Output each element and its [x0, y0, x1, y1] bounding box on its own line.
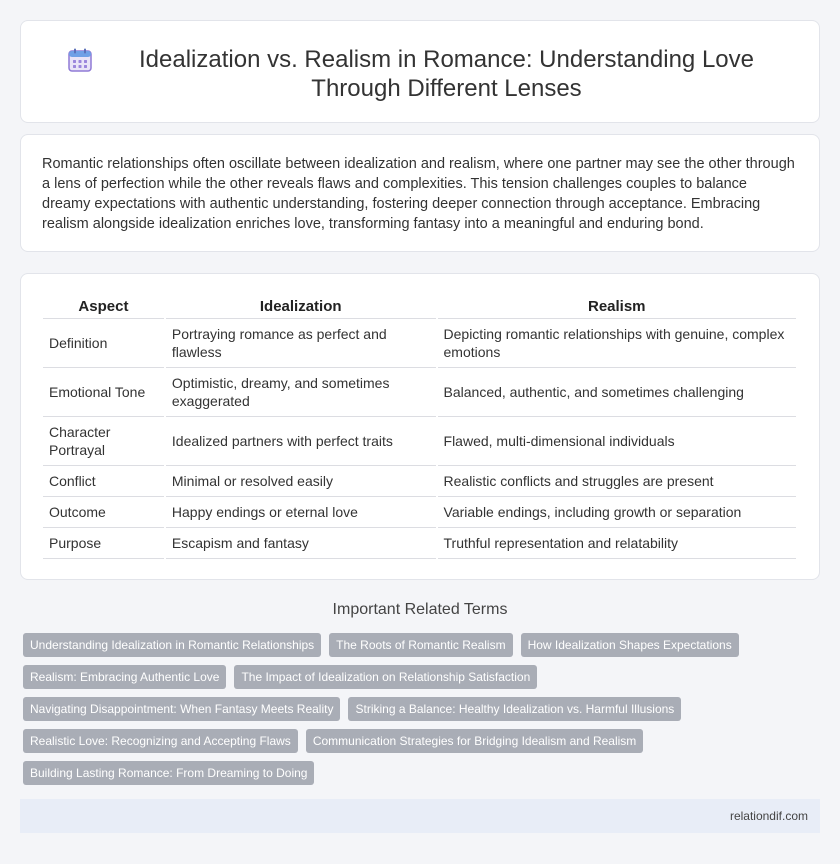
related-term-tag[interactable]: Building Lasting Romance: From Dreaming to Doing [23, 761, 314, 785]
cell-realism: Truthful representation and relatability [437, 528, 797, 559]
table-row [43, 368, 797, 417]
cell-idealization: Portraying romance as perfect and flawless [165, 319, 437, 368]
tag-row [23, 729, 823, 753]
table-row [43, 528, 797, 559]
footer-site-link[interactable]: relationdif.com [729, 809, 808, 823]
cell-aspect: Character Portrayal [43, 417, 165, 466]
cell-aspect: Definition [43, 319, 165, 368]
related-term-tag[interactable]: The Roots of Romantic Realism [329, 633, 512, 657]
table-row [43, 466, 797, 497]
tag-row [23, 761, 823, 785]
table-row [43, 497, 797, 528]
cell-idealization: Happy endings or eternal love [165, 497, 437, 528]
header-realism: Realism [437, 294, 797, 319]
related-term-tag[interactable]: Realistic Love: Recognizing and Accepting Flaws [23, 729, 298, 753]
cell-idealization: Escapism and fantasy [165, 528, 437, 559]
related-term-tag[interactable]: Realism: Embracing Authentic Love [23, 665, 226, 689]
tag-row [23, 665, 823, 689]
cell-aspect: Outcome [43, 497, 165, 528]
cell-realism: Flawed, multi-dimensional individuals [437, 417, 797, 466]
cell-idealization: Idealized partners with perfect traits [165, 417, 437, 466]
cell-realism: Depicting romantic relationships with genuine, complex emotions [437, 319, 797, 368]
related-term-tag[interactable]: Striking a Balance: Healthy Idealization vs. Harmful Illusions [348, 697, 681, 721]
calendar-icon [67, 47, 93, 73]
tag-row [23, 697, 823, 721]
header-idealization: Idealization [165, 294, 437, 319]
page-title: Idealization vs. Realism in Romance: Understanding Love Through Different Lenses [139, 45, 754, 102]
cell-aspect: Conflict [43, 466, 165, 497]
footer [20, 799, 820, 833]
related-terms-list [23, 633, 823, 793]
related-terms-title: Important Related Terms [332, 601, 508, 618]
intro-card [20, 134, 820, 252]
table-header-row [43, 294, 797, 319]
cell-aspect: Emotional Tone [43, 368, 165, 417]
related-term-tag[interactable]: Understanding Idealization in Romantic Relationships [23, 633, 321, 657]
related-term-tag[interactable]: Navigating Disappointment: When Fantasy Meets Reality [23, 697, 340, 721]
related-term-tag[interactable]: The Impact of Idealization on Relationship Satisfaction [234, 665, 537, 689]
cell-realism: Realistic conflicts and struggles are present [437, 466, 797, 497]
cell-idealization: Optimistic, dreamy, and sometimes exaggerated [165, 368, 437, 417]
header-aspect: Aspect [43, 294, 165, 319]
cell-realism: Variable endings, including growth or separation [437, 497, 797, 528]
table-row [43, 417, 797, 466]
related-term-tag[interactable]: How Idealization Shapes Expectations [521, 633, 739, 657]
table-row [43, 319, 797, 368]
comparison-card [20, 273, 820, 580]
intro-paragraph: Romantic relationships often oscillate between idealization and realism, where one partner may see the other through a lens of perfection while the other reveals flaws and complexities. This tension challenges couples to balance dreamy expectations with authentic understanding, fostering deeper connection through acceptance. Embracing realism alongside idealization enriches love, transforming fantasy into a meaningful and enduring bond. [42, 156, 795, 232]
comparison-table [43, 294, 798, 559]
cell-idealization: Minimal or resolved easily [165, 466, 437, 497]
header-card [20, 20, 820, 123]
related-term-tag[interactable]: Communication Strategies for Bridging Idealism and Realism [306, 729, 643, 753]
cell-aspect: Purpose [43, 528, 165, 559]
cell-realism: Balanced, authentic, and sometimes challenging [437, 368, 797, 417]
tag-row [23, 633, 823, 657]
header-inner [40, 21, 800, 123]
